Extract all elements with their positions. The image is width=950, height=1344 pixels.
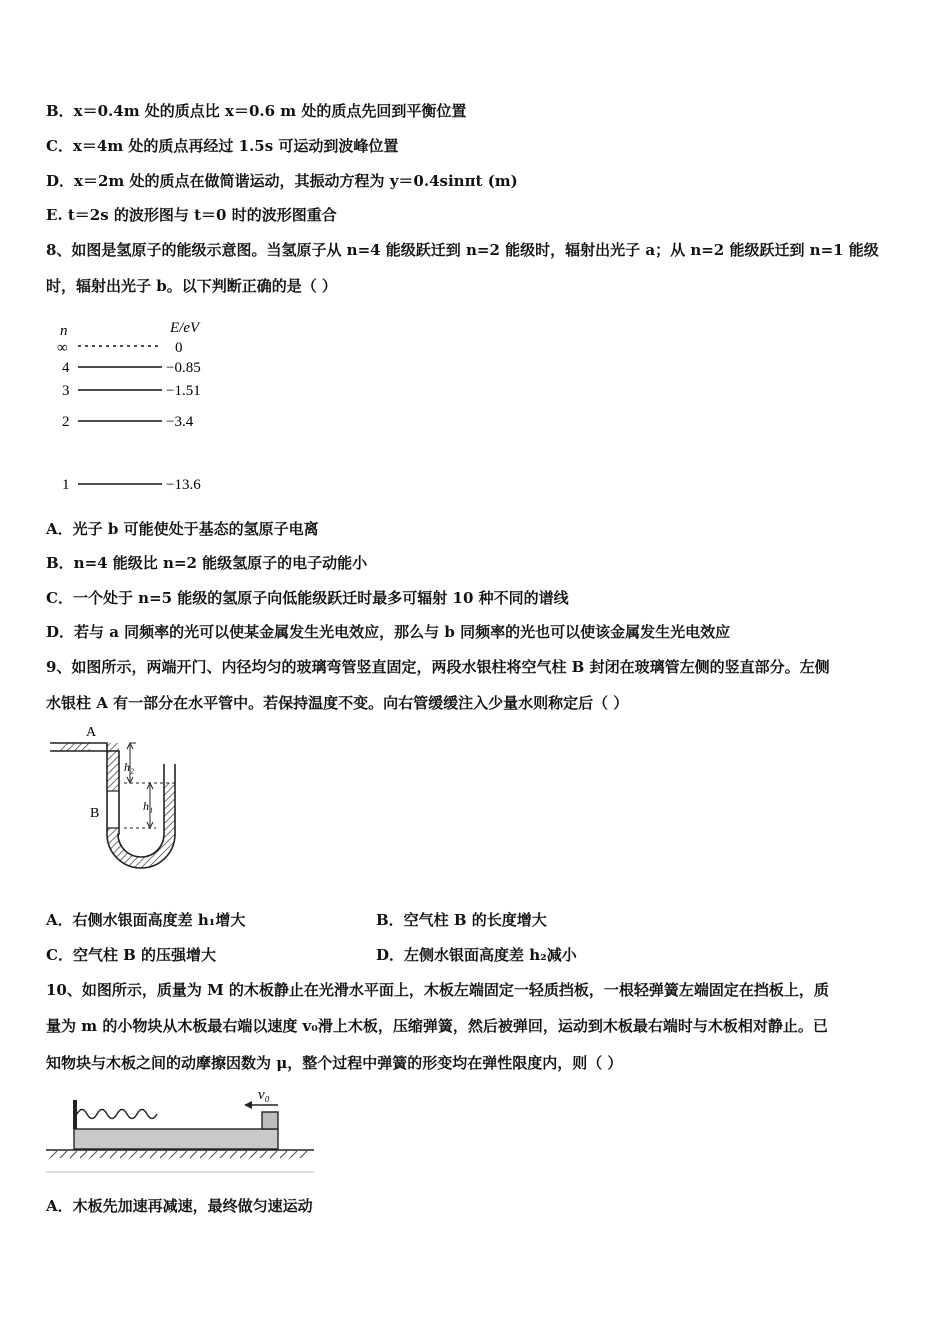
- option-9-d: D．左侧水银面高度差 h₂减小: [376, 946, 577, 964]
- spring: [77, 1110, 157, 1119]
- option-7-e: E. t＝2s 的波形图与 t＝0 时的波形图重合: [46, 206, 337, 224]
- n-axis-label: n: [60, 323, 68, 339]
- question-10-line-2: 量为 m 的小物块从木板最右端以速度 v₀滑上木板，压缩弹簧，然后被弹回，运动到木板最右端时与木板相对静止。已: [46, 1017, 828, 1035]
- level-e-3: −1.51: [166, 383, 201, 399]
- question-8-line-1: 8、如图是氢原子的能级示意图。当氢原子从 n=4 能级跃迁到 n=2 能级时，辐射出光子 a；从 n=2 能级跃迁到 n=1 能级: [46, 241, 879, 259]
- option-8-a: A．光子 b 可能使处于基态的氢原子电离: [46, 520, 319, 538]
- level-n-4: 4: [62, 360, 70, 376]
- board: [74, 1129, 278, 1149]
- level-e-4: −0.85: [166, 360, 201, 376]
- option-9-b: B．空气柱 B 的长度增大: [376, 911, 547, 929]
- question-9-line-2: 水银柱 A 有一部分在水平管中。若保持温度不变。向右管缓缓注入少量水则称定后（ ）: [46, 694, 629, 712]
- option-7-b: B．x＝0.4m 处的质点比 x＝0.6 m 处的质点先回到平衡位置: [46, 102, 467, 120]
- option-9-c: C．空气柱 B 的压强增大: [46, 946, 217, 964]
- option-7-d: D．x＝2m 处的质点在做简谐运动，其振动方程为 y＝0.4sinπt (m): [46, 172, 518, 190]
- velocity-label: v₀: [258, 1087, 270, 1103]
- spring-board-diagram: [44, 1084, 319, 1174]
- question-8-line-2: 时，辐射出光子 b。以下判断正确的是（ ）: [46, 277, 337, 295]
- label-a: A: [86, 725, 97, 740]
- option-8-d: D．若与 a 同频率的光可以使某金属发生光电效应，那么与 b 同频率的光也可以使该金属发生光电效应: [46, 623, 731, 641]
- level-e-inf: 0: [175, 340, 183, 356]
- option-9-a: A．右侧水银面高度差 h₁增大: [46, 911, 246, 929]
- option-8-b: B．n=4 能级比 n=2 能级氢原子的电子动能小: [46, 554, 368, 572]
- option-8-c: C．一个处于 n=5 能级的氢原子向低能级跃迁时最多可辐射 10 种不同的谱线: [46, 589, 569, 607]
- label-b: B: [90, 806, 100, 821]
- question-10-line-3: 知物块与木板之间的动摩擦因数为 μ，整个过程中弹簧的形变均在弹性限度内，则（ ）: [46, 1054, 623, 1072]
- level-n-1: 1: [62, 477, 70, 493]
- level-e-2: −3.4: [166, 414, 194, 430]
- level-n-3: 3: [62, 383, 70, 399]
- question-10-line-1: 10、如图所示，质量为 M 的木板静止在光滑水平面上，木板左端固定一轻质挡板，一根轻弹簧左端固定在挡板上，质: [46, 981, 829, 999]
- level-e-1: −13.6: [166, 477, 201, 493]
- u-tube-diagram: [46, 722, 186, 882]
- level-n-2: 2: [62, 414, 70, 430]
- energy-level-diagram: [52, 315, 227, 500]
- small-block: [262, 1112, 278, 1129]
- energy-axis-label: E/eV: [170, 320, 200, 336]
- option-7-c: C．x＝4m 处的质点再经过 1.5s 可运动到波峰位置: [46, 137, 399, 155]
- label-h1: h₁: [143, 799, 154, 813]
- label-h2: h₂: [124, 760, 135, 774]
- baffle: [73, 1100, 77, 1129]
- option-10-a: A．木板先加速再减速，最终做匀速运动: [46, 1197, 313, 1215]
- mercury-a-horizontal: [60, 743, 90, 751]
- level-n-inf: ∞: [57, 340, 68, 356]
- question-9-line-1: 9、如图所示，两端开门、内径均匀的玻璃弯管竖直固定，两段水银柱将空气柱 B 封闭在玻璃管左侧的竖直部分。左侧: [46, 658, 830, 676]
